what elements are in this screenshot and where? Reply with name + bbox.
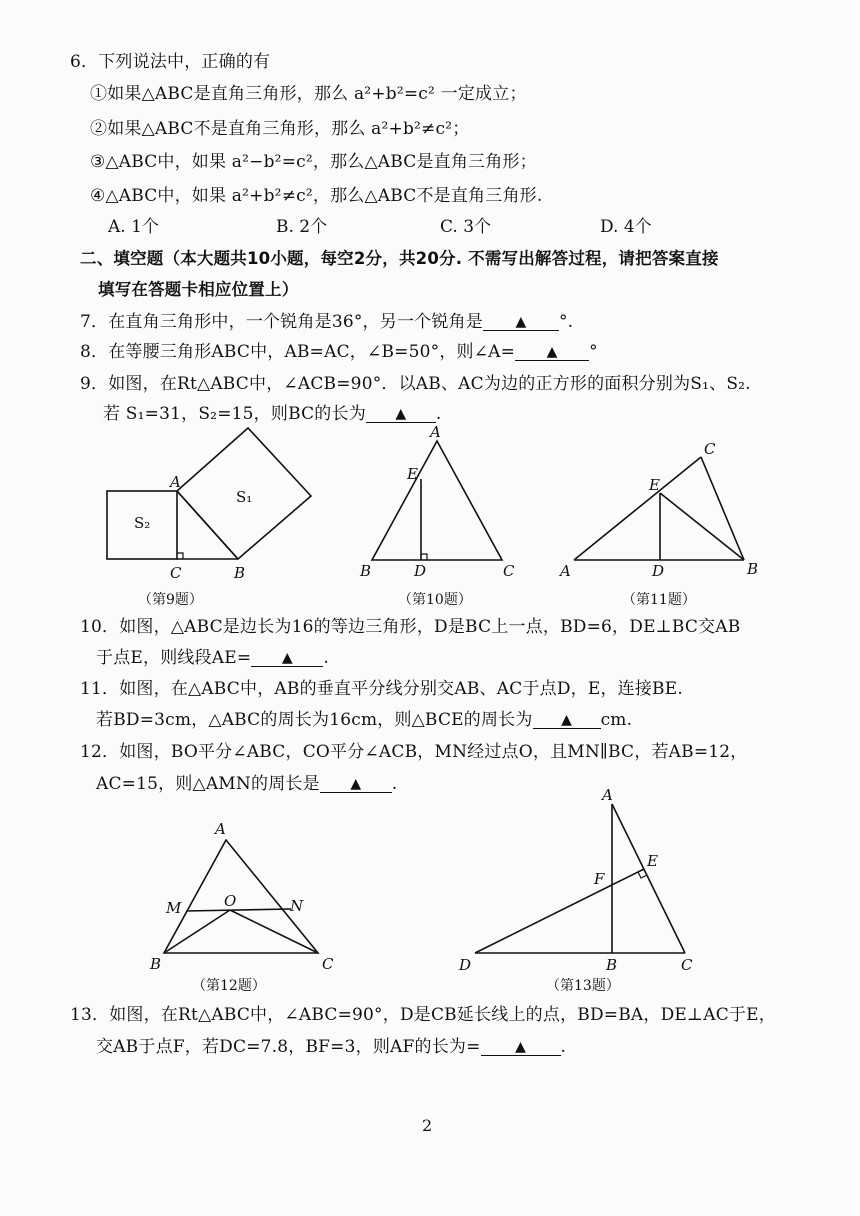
fig9-label-c: C: [170, 564, 182, 582]
segment-ac: [612, 804, 685, 953]
fig13-label-b: B: [606, 956, 618, 974]
q9-line1: 9．如图，在Rt△ABC中，∠ACB=90°．以AB、AC为边的正方形的面积分别为S₁、S₂.: [80, 374, 751, 394]
q7-text: 7．在直角三角形中，一个锐角是36°，另一个锐角是: [80, 312, 483, 332]
fig10-label-b: B: [360, 562, 372, 580]
q6-statement-4: ④△ABC中，如果 a²+b²≠c²，那么△ABC不是直角三角形.: [90, 186, 543, 206]
q6-option-c: C. 3个: [440, 217, 492, 237]
q10-suffix: .: [323, 648, 329, 668]
q9-text: 若 S₁=31，S₂=15，则BC的长为: [103, 404, 366, 424]
fig12-label-o: O: [224, 892, 237, 910]
fig13-label-a: A: [602, 786, 613, 804]
q10-text: 于点E，则线段AE=: [96, 648, 252, 668]
q11-text: 若BD=3cm，△ABC的周长为16cm，则△BCE的周长为: [96, 710, 533, 730]
q6-statement-3: ③△ABC中，如果 a²−b²=c²，那么△ABC是直角三角形；: [90, 152, 537, 172]
figure-9-caption: （第9题）: [138, 592, 203, 608]
fig13-label-d: D: [459, 956, 472, 974]
q12-suffix: .: [391, 774, 398, 794]
answer-triangle-icon: ▲: [350, 776, 362, 792]
fig9-label-b: B: [234, 564, 246, 582]
q6-option-a: A. 1个: [108, 217, 159, 237]
fig10-label-a: A: [430, 423, 441, 441]
page-number: 2: [422, 1116, 433, 1135]
q8-suffix: °: [589, 342, 598, 362]
segment-de: [475, 869, 644, 953]
fig11-label-b: B: [747, 560, 759, 578]
answer-triangle-icon: ▲: [546, 344, 558, 360]
answer-triangle-icon: ▲: [515, 314, 527, 330]
q9-suffix: .: [435, 404, 442, 424]
q13-line1: 13．如图，在Rt△ABC中，∠ABC=90°，D是CB延长线上的点，BD=BA，DE⊥AC于E，: [70, 1005, 776, 1025]
fig10-label-d: D: [414, 562, 427, 580]
q8-text: 8．在等腰三角形ABC中，AB=AC，∠B=50°，则∠A=: [80, 342, 516, 362]
fig12-label-c: C: [322, 955, 334, 973]
q6-statement-1: ①如果△ABC是直角三角形，那么 a²+b²=c² 一定成立；: [90, 84, 527, 104]
fig9-label-s2: S₂: [134, 514, 151, 532]
fig10-label-e: E: [407, 465, 418, 483]
fig11-label-e: E: [649, 476, 660, 494]
q11-line1: 11．如图，在△ABC中，AB的垂直平分线分别交AB、AC于点D，E，连接BE.: [80, 679, 683, 699]
q13-line2: [96, 1035, 566, 1059]
q12-line1: 12．如图，BO平分∠ABC，CO平分∠ACB，MN经过点O，且MN∥BC，若AB=12，: [80, 742, 748, 762]
q6-statement-2: ②如果△ABC不是直角三角形，那么 a²+b²≠c²；: [90, 119, 470, 139]
fig9-label-a: A: [170, 473, 181, 491]
fig11-label-c: C: [704, 440, 716, 458]
answer-triangle-icon: ▲: [281, 650, 293, 666]
q6-option-d: D. 4个: [600, 217, 652, 237]
section2-heading-line1: 二、填空题（本大题共10小题，每空2分，共20分. 不需写出解答过程，请把答案直接: [80, 249, 719, 268]
fig12-label-a: A: [215, 820, 226, 838]
answer-triangle-icon: ▲: [395, 406, 407, 422]
fig13-label-e: E: [647, 852, 658, 870]
section2-heading-line2: 填写在答题卡相应位置上）: [98, 280, 299, 299]
q7-suffix: °.: [558, 312, 574, 332]
answer-triangle-icon: ▲: [515, 1039, 527, 1055]
figure-12-caption: （第12题）: [192, 978, 266, 994]
fig13-label-c: C: [681, 956, 693, 974]
fig11-label-a: A: [560, 562, 571, 580]
fig12-label-m: M: [166, 899, 182, 917]
fig11-label-d: D: [652, 562, 665, 580]
fig13-label-f: F: [594, 870, 605, 888]
answer-triangle-icon: ▲: [561, 712, 573, 728]
figure-10-caption: （第10题）: [398, 592, 472, 608]
q13-answer-blank[interactable]: [481, 1035, 561, 1056]
q6-stem: 6．下列说法中，正确的有: [70, 52, 271, 72]
fig9-label-s1: S₁: [236, 488, 253, 506]
q11-suffix: cm.: [600, 710, 633, 730]
q6-option-b: B. 2个: [276, 217, 328, 237]
fig12-label-b: B: [150, 955, 162, 973]
fig12-label-n: N: [290, 897, 304, 915]
q13-suffix: .: [560, 1037, 567, 1057]
q13-text: 交AB于点F，若DC=7.8，BF=3，则AF的长为=: [96, 1037, 481, 1057]
figure-11-caption: （第11题）: [622, 592, 696, 608]
fig10-label-c: C: [503, 562, 515, 580]
q12-text: AC=15，则△AMN的周长是: [96, 774, 320, 794]
figure-13-caption: （第13题）: [546, 978, 620, 994]
q10-line1: 10．如图，△ABC是边长为16的等边三角形，D是BC上一点，BD=6，DE⊥BC交AB: [80, 617, 741, 637]
